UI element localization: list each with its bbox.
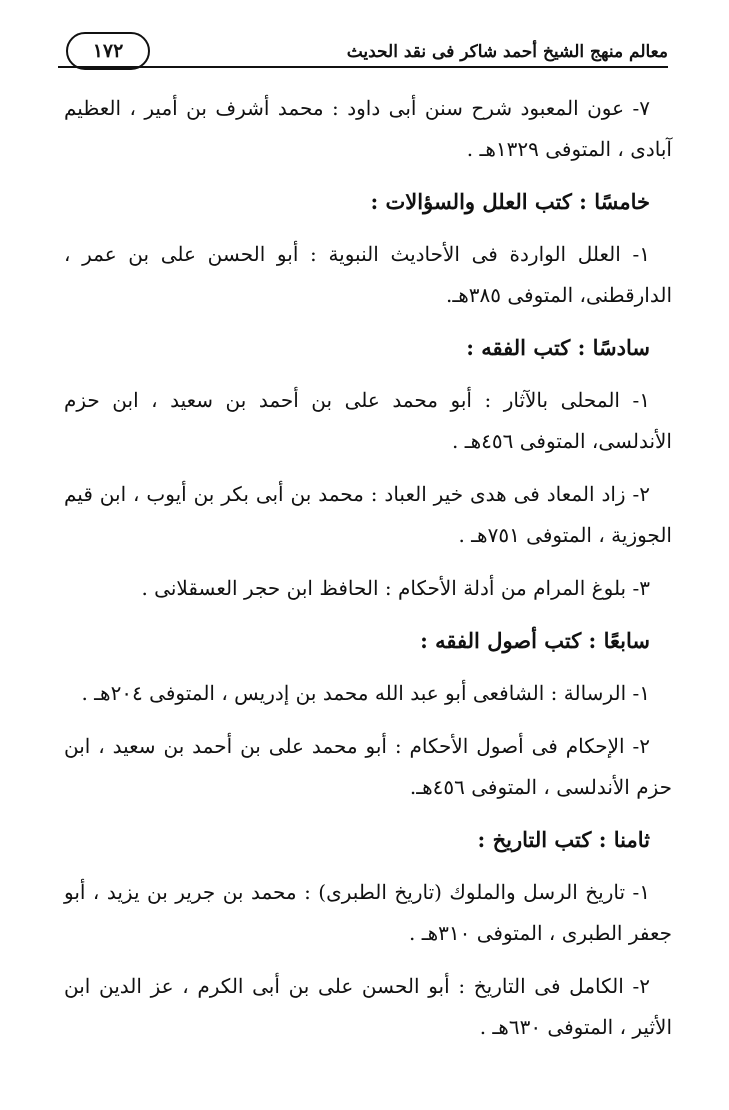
entry-al-muhalla: ١- المحلى بالآثار : أبو محمد على بن أحمد بن سعيد ، ابن حزم الأندلسى، المتوفى ٤٥٦هـ . [64, 388, 672, 453]
running-title: معالم منهج الشيخ أحمد شاكر فى نقد الحديث [346, 42, 668, 62]
entry-zad-al-maad: ٢- زاد المعاد فى هدى خير العباد : محمد بن أبى بكر بن أيوب ، ابن قيم الجوزية ، المتوفى ٧٥١هـ . [64, 482, 672, 547]
page-body [64, 88, 672, 1060]
entry-al-risala: ١- الرسالة : الشافعى أبو عبد الله محمد بن إدريس ، المتوفى ٢٠٤هـ . [81, 681, 650, 705]
page-header [58, 26, 668, 76]
section-heading-usul: سابعًا : كتب أصول الفقه : [420, 628, 650, 653]
page-number: ١٧٢ [66, 32, 150, 70]
entry-al-ihkam: ٢- الإحكام فى أصول الأحكام : أبو محمد على بن أحمد بن سعيد ، ابن حزم الأندلسى ، المتوفى ٤٥٦هـ. [64, 734, 672, 799]
section-heading-tarikh: ثامنا : كتب التاريخ : [477, 827, 650, 852]
section-heading-ilal: خامسًا : كتب العلل والسؤالات : [370, 189, 650, 214]
entry-awn-al-mabud: ٧- عون المعبود شرح سنن أبى داود : محمد أشرف بن أمير ، العظيم آبادى ، المتوفى ١٣٢٩هـ . [64, 96, 672, 161]
entry-al-ilal: ١- العلل الواردة فى الأحاديث النبوية : أبو الحسن على بن عمر ، الدارقطنى، المتوفى ٣٨٥هـ. [64, 242, 672, 307]
header-rule [58, 66, 668, 68]
section-heading-fiqh: سادسًا : كتب الفقه : [466, 335, 650, 360]
entry-al-kamil: ٢- الكامل فى التاريخ : أبو الحسن على بن أبى الكرم ، عز الدين ابن الأثير ، المتوفى ٦٣٠هـ . [64, 974, 672, 1039]
entry-bulugh-al-maram: ٣- بلوغ المرام من أدلة الأحكام : الحافظ ابن حجر العسقلانى . [141, 576, 650, 600]
entry-tarikh-al-tabari: ١- تاريخ الرسل والملوك (تاريخ الطبرى) : محمد بن جرير بن يزيد ، أبو جعفر الطبرى ، المتوفى ٣١٠هـ . [64, 880, 672, 945]
